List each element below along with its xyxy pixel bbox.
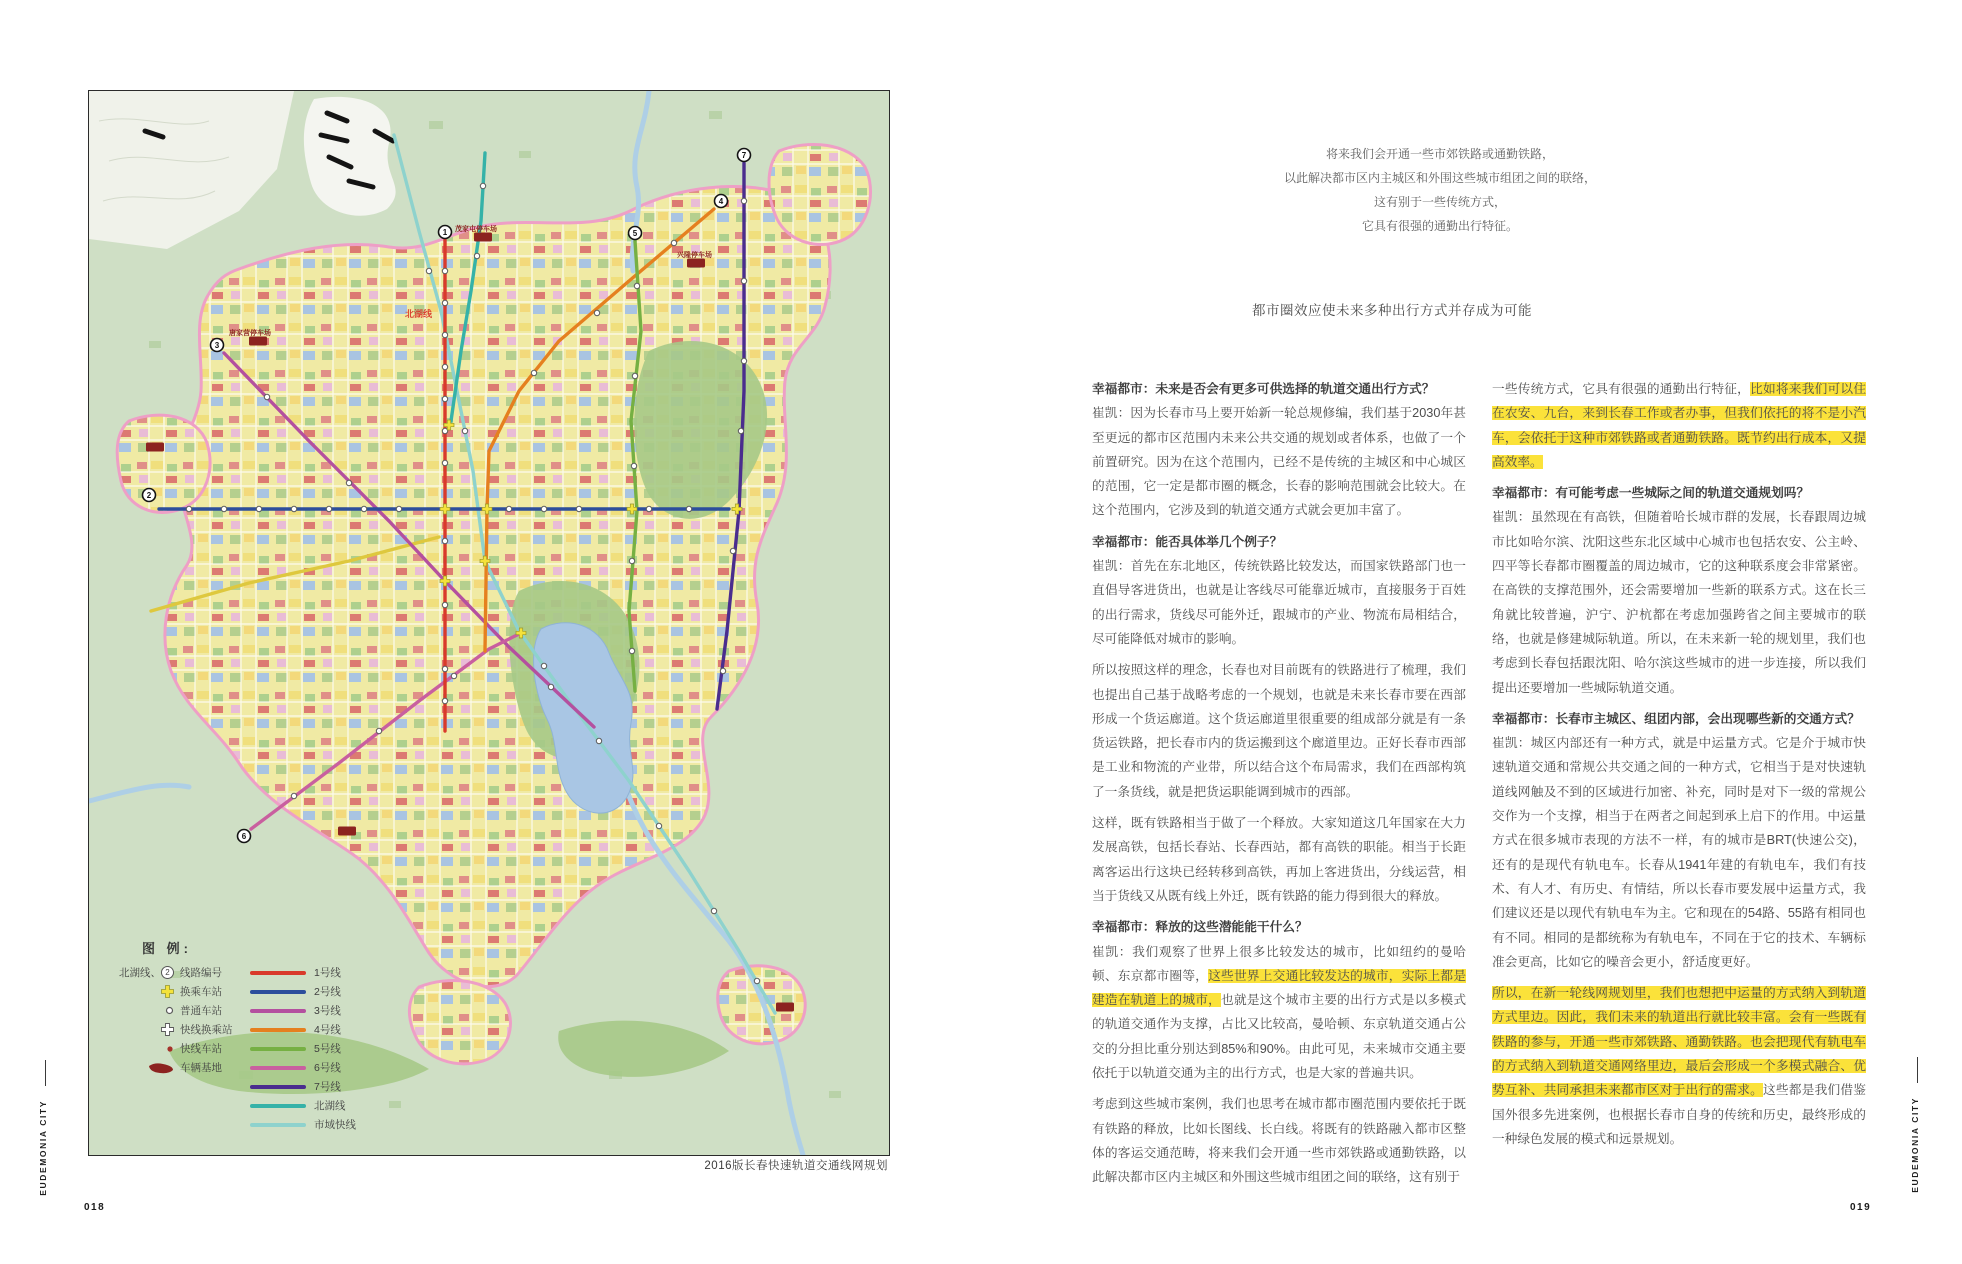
legend-label: 6号线 (314, 1062, 341, 1074)
legend-label: 北湖线 (314, 1100, 346, 1112)
body-text: 崔凯：我们观察了世界上很多比较发达的城市，比如纽约的曼哈顿、东京都市圈等， (1092, 944, 1466, 983)
legend-row-line (250, 1096, 400, 1115)
legend-label: 4号线 (314, 1024, 341, 1036)
legend-row-line (250, 1077, 400, 1096)
legend-label: 换乘车站 (180, 986, 222, 998)
legend-row-line (250, 1039, 400, 1058)
depot-label: 茂家屯停车场 (455, 226, 497, 233)
legend-row-line-number (100, 963, 250, 982)
question-text: 幸福都市：有可能考虑一些城际之间的轨道交通规划吗？ (1492, 486, 1810, 501)
pull-quote-line: 它具有很强的通勤出行特征。 (1361, 219, 1518, 233)
body-text: 崔凯：虽然现在有高铁，但随着哈长城市群的发展，长春跟周边城市比如哈尔滨、沈阳这些东北区域中心城市也包括农安、公主岭、四平等长春都市圈覆盖的周边城市，它的这种联系度会非常紧密。在高铁的支撑范围外，还会需要增加一些新的联系方式。这在长三角就比较普遍，沪宁、沪杭都在考虑加强跨省之间主要城市的联络，也就是修建城际轨道。所以，在未来新一轮的规划里，我们也考虑到长春包括跟沈阳、哈尔滨这些城市的进一步连接，所以我们提出还要增加一些城际轨道交通。 (1492, 510, 1866, 695)
paragraph (1092, 811, 1466, 908)
line-2-swatch (250, 990, 306, 994)
question-text: 幸福都市：长春市主城区、组团内部，会出现哪些新的交通方式？ (1492, 711, 1860, 726)
express-transfer-station-icon (161, 1023, 174, 1036)
depot-label: 唐家营停车场 (229, 330, 271, 337)
line-5-swatch (250, 1047, 306, 1051)
highlighted-text: 这些世界上交通比较发达的城市，实际上都是建造在轨道上的城市， (1092, 968, 1467, 1008)
right-page-number: 019 (1850, 1202, 1872, 1213)
paragraph (1092, 1092, 1466, 1189)
legend-label: 1号线 (314, 967, 341, 979)
line-3-swatch (250, 1009, 306, 1013)
body-text: 崔凯：城区内部还有一种方式，就是中运量方式。它是介于城市快速轨道交通和常规公共交通之间的一种方式，它相当于是对快速轨道线网触及不到的区域进行加密、补充，同时是对下一级的常规公交作为一个支撑，相当于在两者之间起到承上启下的作用。中运量方式在很多城市表现的方法不一样，有的城市是BRT(快速公交)，还有的是现代有轨电车。长春从1941年建的有轨电车，我们有技术、有人才、有历史、有情结，所以长春市要发展中运量方式，我们建议还是以现代有轨电车为主。它和现在的54路、55路有相同也有不同。相同的是都统称为有轨电车，不同在于它的技术、车辆标准会更高，比如它的噪音会更小，舒适度更好。 (1492, 736, 1866, 969)
body-text: 这样，既有铁路相当于做了一个释放。大家知道这几年国家在大力发展高铁，包括长春站、长春西站，都有高铁的职能。相当于长距离客运出行这块已经转移到高铁，再加上客进货出，分线运营，相当于货线又从既有线上外迁，既有铁路的能力得到很大的释放。 (1092, 816, 1466, 903)
north-lake-line-label: 北湖线 (405, 309, 433, 319)
depot-label: 兴隆停车场 (677, 252, 712, 259)
badge-6: 6 (241, 832, 247, 841)
legend-label: 市域快线 (314, 1119, 356, 1131)
badge-3: 3 (214, 341, 220, 350)
line-number-badge-icon: 2 (161, 966, 174, 979)
legend-label: 5号线 (314, 1043, 341, 1055)
pull-quote-line: 以此解决都市区内主城区和外围这些城市组团之间的联络， (1283, 171, 1596, 185)
north-lake-line-swatch (250, 1104, 306, 1108)
legend-row-line (250, 1058, 400, 1077)
legend-line-number-prefix: 北湖线、 (119, 967, 161, 979)
paragraph (1092, 530, 1466, 651)
legend-row-express-transfer (100, 1020, 250, 1039)
express-station-icon (166, 1045, 174, 1053)
right-footer-vertical-label: EUDEMONIA CITY (1910, 1097, 1920, 1193)
paragraph (1492, 981, 1866, 1151)
legend-symbol-column (100, 963, 250, 1134)
paragraph (1092, 915, 1466, 1085)
body-text: 这些都是我们借鉴国外很多先进案例，也根据长春市自身的传统和历史，最终形成的一种绿色发展的模式和远景规划。 (1492, 1083, 1866, 1146)
body-text: 也就是这个城市主要的出行方式是以多模式的轨道交通作为支撑，占比又比较高，曼哈顿、东京轨道交通占公交的分担比重分别达到85%和90%。由此可见，未来城市交通主要依托于以轨道交通为主的出行方式，也是大家的普遍共识。 (1092, 993, 1467, 1081)
legend-label: 2号线 (314, 986, 341, 998)
body-text: 所以按照这样的理念，长春也对目前既有的铁路进行了梳理，我们也提出自己基于战略考虑的一个规划，也就是未来长春市要在西部形成一个货运廊道。这个货运廊道里很重要的组成部分就是有一条货运铁路，把长春市内的货运搬到这个廊道里边。正好长春市西部是工业和物流的产业带，所以结合这个布局需求，我们在西部构筑了一条货线，就是把货运职能调到城市的西部。 (1092, 663, 1466, 799)
pull-quote-line: 这有别于一些传统方式， (1373, 195, 1506, 209)
legend-row-line (250, 1001, 400, 1020)
badge-4: 4 (718, 197, 724, 206)
map-legend (100, 938, 400, 1134)
legend-label: 线路编号 (180, 967, 222, 979)
line-7-swatch (250, 1085, 306, 1089)
body-text: 一些传统方式，它具有很强的通勤出行特征， (1492, 382, 1751, 396)
paragraph (1492, 481, 1866, 700)
right-footer-dash (1917, 1057, 1918, 1083)
paragraph (1492, 377, 1866, 474)
question-text: 幸福都市：未来是否会有更多可供选择的轨道交通出行方式？ (1092, 382, 1435, 396)
legend-label: 7号线 (314, 1081, 341, 1093)
transfer-station-icon (161, 985, 174, 998)
badge-7: 7 (741, 151, 747, 160)
legend-row-express-station (100, 1039, 250, 1058)
legend-label: 普通车站 (180, 1005, 222, 1017)
article-headline: 都市圈效应使未来多种出行方式并存成为可能 (1252, 303, 1532, 318)
body-text: 崔凯：首先在东北地区，传统铁路比较发达，而国家铁路部门也一直倡导客进货出，也就是让客线尽可能靠近城市，直接服务于百姓的出行需求，货线尽可能外迁，跟城市的产业、物流布局相结合，尽可能降低对城市的影响。 (1092, 559, 1466, 646)
paragraph (1092, 658, 1466, 804)
legend-row-line (250, 982, 400, 1001)
left-footer-dash (45, 1060, 46, 1086)
paragraph (1092, 377, 1466, 523)
legend-row-line (250, 1115, 400, 1134)
regular-station-icon (165, 1006, 174, 1015)
legend-row-transfer-station (100, 982, 250, 1001)
highlighted-text: 所以，在新一轮线网规划里，我们也想把中运量的方式纳入到轨道方式里边。因此，我们未来的轨道出行就比较丰富。会有一些既有铁路的参与，开通一些市郊铁路、通勤铁路。也会把现代有轨电车的方式纳入到轨道交通网络里边，最后会形成一个多模式融合、优势互补、共同承担未来都市区对于出行的需求。 (1492, 986, 1866, 1098)
map-caption: 2016版长春快速轨道交通线网规划 (704, 1160, 888, 1172)
article-column-2 (1492, 377, 1866, 1158)
regional-express-swatch (250, 1123, 306, 1127)
legend-label: 快线换乘站 (180, 1024, 233, 1036)
badge-5: 5 (632, 229, 638, 238)
legend-title: 图 例: (142, 941, 192, 956)
highlighted-text: 比如将来我们可以住在农安、九台，来到长春工作或者办事，但我们依托的将不是小汽车，会依托于这种市郊铁路或者通勤铁路。既节约出行成本，又提高效率。 (1492, 382, 1867, 469)
paragraph (1492, 707, 1866, 974)
body-text: 考虑到这些城市案例，我们也思考在城市都市圈范围内要依托于既有铁路的释放，比如长图线、长白线。将既有的铁路融入都市区整体的客运交通范畴，将来我们会开通一些市郊铁路或通勤铁路，以此解决都市区内主城区和外围这些城市组团之间的联络，这有别于 (1092, 1097, 1466, 1185)
line-1-swatch (250, 971, 306, 975)
legend-label: 3号线 (314, 1005, 341, 1017)
line-4-swatch (250, 1028, 306, 1032)
vehicle-base-icon (148, 1062, 174, 1074)
body-text: 崔凯：因为长春市马上要开始新一轮总规修编，我们基于2030年甚至更远的都市区范围内未来公共交通的规划或者体系，也做了一个前置研究。因为在这个范围内，已经不是传统的主城区和中心城区的范围，它一定是都市圈的概念，长春的影响范围就会比较大。在这个范围内，它涉及到的轨道交通方式就会更加丰富了。 (1092, 406, 1466, 518)
badge-2: 2 (146, 491, 152, 500)
legend-label: 车辆基地 (180, 1062, 222, 1074)
line-6-swatch (250, 1066, 306, 1070)
left-footer-vertical-label: EUDEMONIA CITY (38, 1100, 48, 1196)
legend-row-line (250, 963, 400, 982)
legend-label: 快线车站 (180, 1043, 222, 1055)
pull-quote-line: 将来我们会开通一些市郊铁路或通勤铁路， (1325, 147, 1554, 161)
question-text: 幸福都市：能否具体举几个例子？ (1092, 534, 1283, 549)
legend-row-vehicle-base (100, 1058, 250, 1077)
question-text: 幸福都市：释放的这些潜能能干什么？ (1092, 920, 1308, 935)
legend-row-line (250, 1020, 400, 1039)
left-page-number: 018 (84, 1202, 106, 1213)
article-column-1 (1092, 377, 1466, 1197)
legend-line-column (250, 963, 400, 1134)
pull-quote (1120, 142, 1760, 238)
legend-row-regular-station (100, 1001, 250, 1020)
badge-1: 1 (442, 228, 448, 237)
